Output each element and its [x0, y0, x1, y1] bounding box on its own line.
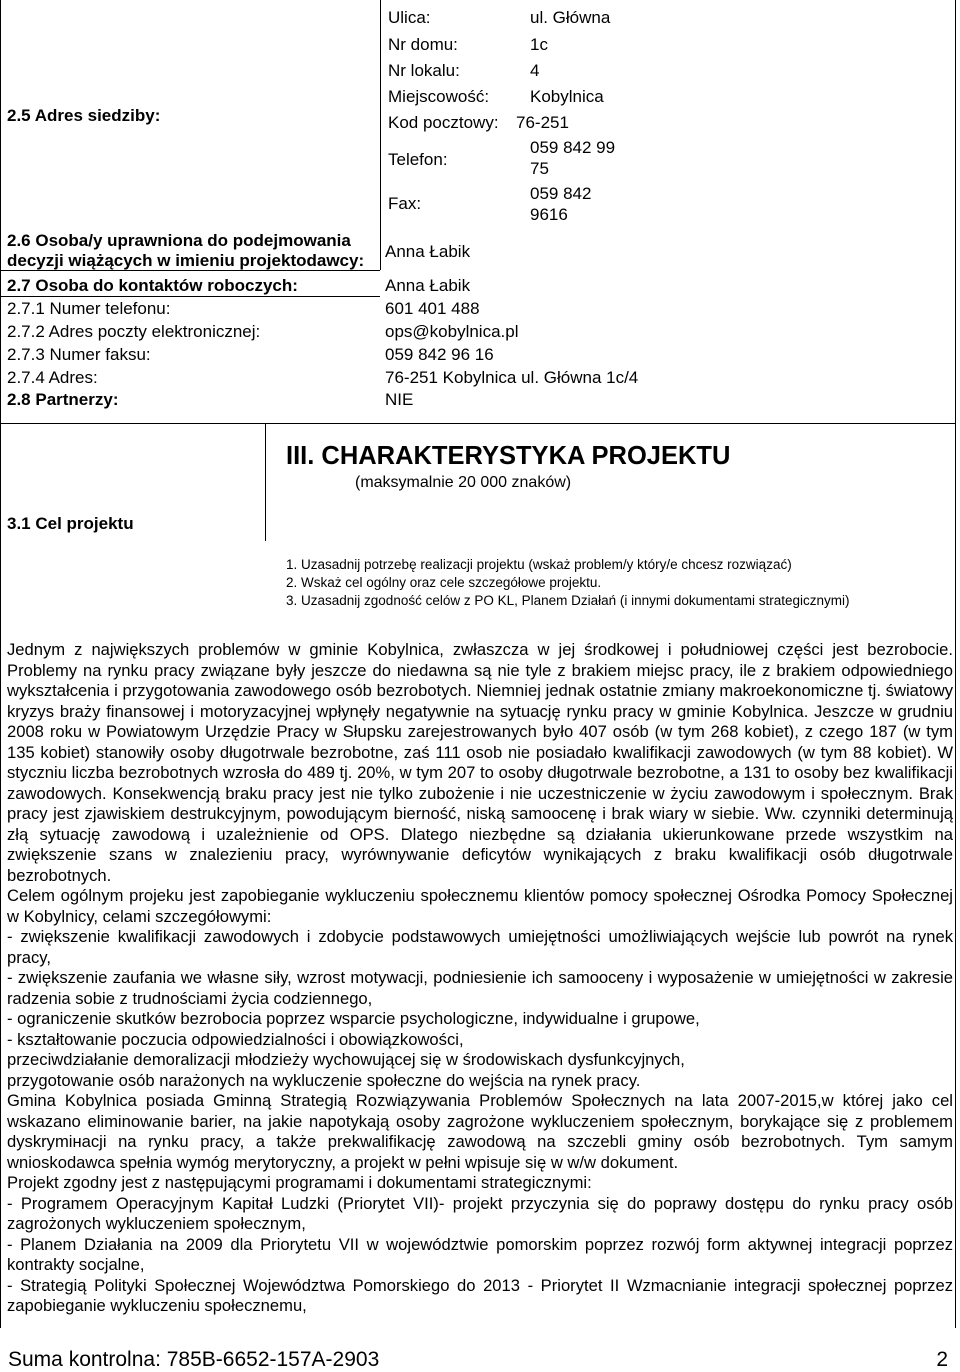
city-value: Kobylnica — [530, 87, 604, 106]
page-number: 2 — [936, 1348, 948, 1371]
contact-fax-label: 2.7.3 Numer faksu: — [7, 345, 151, 364]
fax-value-line1: 059 842 — [530, 184, 592, 203]
apartment-label: Nr lokalu: — [388, 61, 460, 80]
paragraph: Jednym z największych problemów w gminie Kobylnica, zwłaszcza w jej środkowej i południowej części jest bezrobocie. Problemy na rynku pracy związane były jeszcze do niedawna są nie tyle z brakiem miejsc pracy, ile z brakiem odpowiedniego wykształcenia i przygotowania zawodowego osób bezrobotych. Niemniej jednak ostatnie zmiany makroekonomiczne tj. światowy kryzys braży finansowej i motoryzacyjnej wpłynęły negatywnie na sytuację rynku pracy w gminie Kobylnica. Jeszcze w grudniu 2008 roku w Powiatowym Urzędzie Pracy w Słupsku zarejestrowanych było 407 osób (w tym 268 kobiet), z czego 187 (w tym 135 kobiet) stanowiły osoby długotrwale bezrobotne, zaś 111 osob nie posiadało kwalifikacji zawodowych (w tym 88 kobiet). W styczniu liczba bezrobotnych wzrosła do 489 tj. 20%, w tym 207 to osoby długotrwale bezrobotne, a 131 to osoby bez kwalifikacji zawodowych. Konsekwencją braku pracy jest nie tylko zubożenie i nie uczestniczenie w życiu zawodowym i społecznym. Brak pracy jest zjawiskiem destrukcyjnym, powodującym bierność, niską samoocenę i brak wiary w siebie. Ww. czynniki determinują złą sytuację zawodową i uzależnienie od OPS. Dlatego niezbędne są działania ukierunkowane przede wszystkim na zwiększenie szans w znalezieniu pracy, wyrównywanie deficytów wynikających z braku kwalifikacji osób długotrwale bezrobotnych. — [7, 640, 953, 885]
paragraph: - Strategią Polityki Społecznej Województwa Pomorskiego do 2013 - Priorytet II Wzmacnianie integracji społecznej poprzez zapobieganie wykluczeniu społecznemu, — [7, 1275, 953, 1315]
contact-address-value: 76-251 Kobylnica ul. Główna 1c/4 — [385, 368, 639, 387]
postal-code-value: 76-251 — [516, 113, 569, 132]
address-label: 2.5 Adres siedziby: — [7, 106, 161, 125]
street-value: ul. Główna — [530, 8, 611, 27]
section-heading: III. CHARAKTERYSTYKA PROJEKTU — [286, 442, 731, 470]
frame-right — [955, 0, 956, 1328]
apartment-value: 4 — [530, 61, 540, 80]
instructions-list — [286, 556, 849, 610]
section3-divider — [265, 423, 266, 541]
city-label: Miejscowość: — [388, 87, 490, 106]
block1-divider — [380, 0, 381, 270]
contact-fax-value: 059 842 96 16 — [385, 345, 494, 364]
paragraph: - ograniczenie skutków bezrobocia poprzez wsparcie psychologiczne, indywidualne i grupowe, — [7, 1009, 700, 1028]
instruction-item: 3. Uzasadnij zgodność celów z PO KL, Planem Działań (i innymi dokumentami strategicznymi) — [286, 593, 850, 608]
paragraph: Projekt zgodny jest z następującymi programami i dokumentami strategicznymi: — [7, 1173, 592, 1192]
paragraph: - kształtowanie poczucia odpowiedzialności i obowiązkowości, — [7, 1029, 464, 1049]
house-number-label: Nr domu: — [388, 35, 458, 54]
fax-value-line2: 9616 — [530, 205, 568, 224]
partners-value: NIE — [385, 390, 414, 409]
contact-person-label: 2.7 Osoba do kontaktów roboczych: — [7, 276, 298, 295]
contact-person-value: Anna Łabik — [385, 276, 471, 295]
project-goal-label: 3.1 Cel projektu — [7, 514, 134, 533]
contact-phone-label: 2.7.1 Numer telefonu: — [7, 299, 171, 318]
section-subheading: (maksymalnie 20 000 znaków) — [355, 474, 572, 491]
paragraph: przygotowanie osób narażonych na wykluczenie społeczne do wejścia na rynek pracy. — [7, 1070, 641, 1090]
project-description — [7, 640, 953, 1317]
frame-left — [0, 0, 1, 1328]
paragraph: - Programem Operacyjnym Kapitał Ludzki (Priorytet VII)- projekt przyczynia się do poprawy dostępu do rynku pracy osób zagrożonych wykluczeniem społecznym, — [7, 1193, 953, 1233]
paragraph: Gmina Kobylnica posiada Gminną Strategią Rozwiązywania Problemów Społecznych na lata 2007-2015,w której jako cel wskazano eliminowanie barier, na jakie napotykają osoby zagrożone wykluczeniem społecznym, borykające się z problemem dyskrymінacji na rynku pracy, a także prekwalifikację zawodową na szczebli gminy osób bezrobotnych. Tym samym wnioskodawca spełnia wymóg merytoryczny, a projekt w pełni wpisuje się w w/w dokument. — [7, 1091, 953, 1172]
rule-section3-top — [0, 423, 956, 424]
paragraph: przeciwdziałanie demoralizacji młodzieży wychowującej się w środowiskach dysfunkcyjnych, — [7, 1050, 685, 1069]
authorized-person-label-line1: 2.6 Osoba/y uprawniona do podejmowania — [7, 231, 351, 250]
paragraph: - zwiększenie zaufania we własne siły, wzrost motywacji, podniesienie ich samooceny i wyposażenie w umiejętności w zakresie radzenia sobie z trudnościami życia codziennego, — [7, 968, 953, 1008]
phone-label: Telefon: — [388, 150, 448, 169]
paragraph: - zwiększenie kwalifikacji zawodowych i zdobycie podstawowych umiejętności umożliwiających wejście lub powrót na rynek pracy, — [7, 927, 953, 967]
rule-2-7 — [0, 296, 380, 297]
instruction-item: 2. Wskaż cel ogólny oraz cele szczegółowe projektu. — [286, 575, 602, 590]
paragraph: Celem ogólnym projeku jest zapobieganie wykluczeniu społecznemu klientów pomocy społecznej Ośrodka Pomocy Społecznej w Kobylnicy, celami szczegółowymi: — [7, 886, 953, 926]
contact-phone-value: 601 401 488 — [385, 299, 480, 318]
authorized-person-label-line2: decyzji wiążących w imieniu projektodawcy: — [7, 251, 365, 270]
checksum: Suma kontrolna: 785B-6652-157A-2903 — [8, 1348, 380, 1371]
contact-address-label: 2.7.4 Adres: — [7, 368, 98, 387]
postal-code-label: Kod pocztowy: — [388, 113, 499, 132]
instruction-item: 1. Uzasadnij potrzebę realizacji projektu (wskaż problem/y który/e chcesz rozwiązać) — [286, 557, 792, 572]
contact-email-value[interactable]: ops@kobylnica.pl — [385, 322, 519, 341]
contact-email-label: 2.7.2 Adres poczty elektronicznej: — [7, 322, 261, 341]
phone-value-line2: 75 — [530, 159, 549, 178]
phone-value-line1: 059 842 99 — [530, 138, 616, 157]
house-number-value: 1c — [530, 35, 548, 54]
paragraph: - Planem Działania na 2009 dla Priorytetu VII w województwie pomorskim poprzez rozwój form aktywnej integracji poprzez kontrakty socjalne, — [7, 1234, 953, 1274]
authorized-person-value: Anna Łabik — [385, 242, 471, 261]
street-label: Ulica: — [388, 8, 431, 27]
partners-label: 2.8 Partnerzy: — [7, 390, 119, 409]
fax-label: Fax: — [388, 194, 422, 213]
